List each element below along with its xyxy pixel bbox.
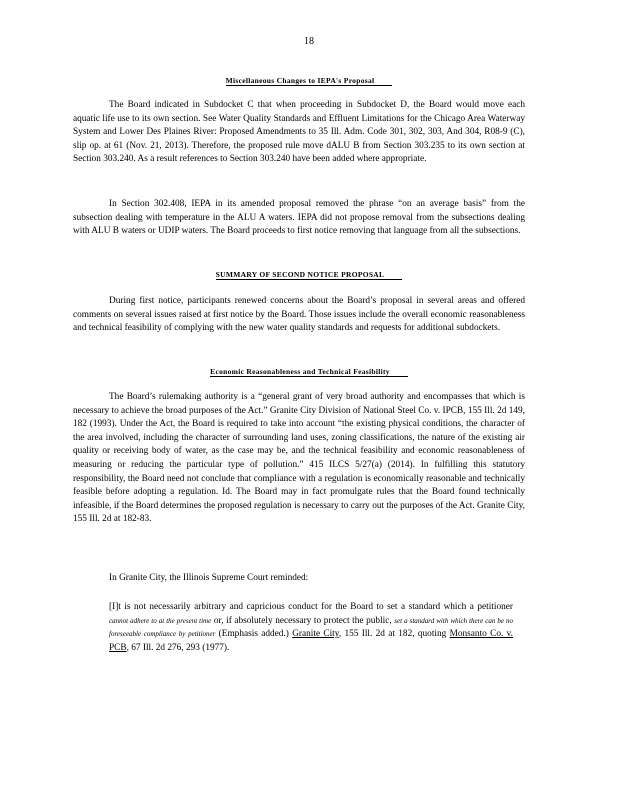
heading-miscellaneous-changes-text: Miscellaneous Changes to IEPA's Proposal <box>226 76 393 86</box>
paragraph-section-302-408-text: In Section 302.408, IEPA in its amended proposal removed the phrase “on an average basis” from the subsection dealing with temperature in the ALU A waters. IEPA did not propose removal from the subsections dealing with ALU B waters or UDIP waters. The Board proceeds to first notice removing that language from all the subsections. <box>73 199 525 237</box>
paragraph-rulemaking-authority-text: The Board’s rulemaking authority is a “general grant of very broad authority and encompasses that which is necessary to achieve the broad purposes of the Act.” Granite City Division of National Steel Co. v. IPCB, 155 Ill. 2d 149, 182 (1993). Under the Act, the Board is required to take into account “the existing physical conditions, the character of the area involved, including the character of surrounding land uses, zoning classifications, the nature of the existing air quality or receiving body of water, as the case may be, and the technical feasibility and economic reasonableness of measuring or reducing the particular type of pollution.” 415 ILCS 5/27(a) (2014). In fulfilling this statutory responsibility, the Board need not conclude that compliance with a regulation is economically reasonable and technically feasible before adopting a regulation. Id. The Board may in fact promulgate rules that the Board found technically infeasible, if the Board determines the proposed regulation is necessary to carry out the purposes of the Act. Granite City, 155 Ill. 2d at 182-83. <box>73 392 525 525</box>
quote-citation-monsanto: Monsanto Co. v. PCB <box>109 629 513 653</box>
heading-summary-second-notice <box>0 270 618 279</box>
quote-text-1: [I]t is not necessarily arbitrary and capricious conduct for the Board to set a standard which a petitioner <box>109 602 513 612</box>
paragraph-first-notice-concerns <box>73 295 525 336</box>
page-number: 18 <box>304 36 314 47</box>
heading-economic-reasonableness <box>0 367 618 376</box>
block-quote-granite-city <box>109 601 513 655</box>
quote-citation-granite-city: Granite City <box>292 629 339 640</box>
quote-text-4: , 155 Ill. 2d at 182, quoting <box>338 629 450 640</box>
quote-text-2: or, if absolutely necessary to protect the public, <box>211 615 395 626</box>
paragraph-rulemaking-authority <box>73 391 525 527</box>
paragraph-aluse-sections-text: The Board indicated in Subdocket C that when proceeding in Subdocket D, the Board would move each aquatic life use to its own section. See Water Quality Standards and Effluent Limitations for the Chicago Area Waterway System and Lower Des Plaines River: Proposed Amendments to 35 Ill. Adm. Code 301, 302, 303, And 304, R08-9 (C), slip op. at 61 (Nov. 21, 2013). Therefore, the proposed rule move dALU B from Section 303.235 to its own section at Section 303.240. As a result references to Section 303.240 have been added where appropriate. <box>73 100 525 165</box>
quote-emphasis-2: set a standard with which there can be no foreseeable compliance by petitioner <box>109 616 513 639</box>
paragraph-granite-city-intro <box>73 572 525 586</box>
paragraph-first-notice-concerns-text: During first notice, participants renewed concerns about the Board’s proposal in several areas and offered comments on several issues raised at first notice by the Board. Those issues include the overall economic reasonableness and technical feasibility of complying with the new water quality standards and requests for additional subdockets. <box>73 296 525 334</box>
paragraph-aluse-sections <box>73 99 525 167</box>
paragraph-granite-city-intro-text: In Granite City, the Illinois Supreme Court reminded: <box>109 573 309 583</box>
quote-text-5: , 67 Ill. 2d 276, 293 (1977). <box>126 642 230 653</box>
paragraph-section-302-408 <box>73 198 525 239</box>
heading-miscellaneous-changes <box>0 76 618 85</box>
heading-economic-reasonableness-text: Economic Reasonableness and Technical Feasibility <box>210 367 408 377</box>
heading-summary-second-notice-text: SUMMARY OF SECOND NOTICE PROPOSAL <box>216 270 403 280</box>
quote-emphasis-1: cannot adhere to at the present time <box>109 616 212 625</box>
quote-text-3: (Emphasis added.) <box>215 629 293 640</box>
